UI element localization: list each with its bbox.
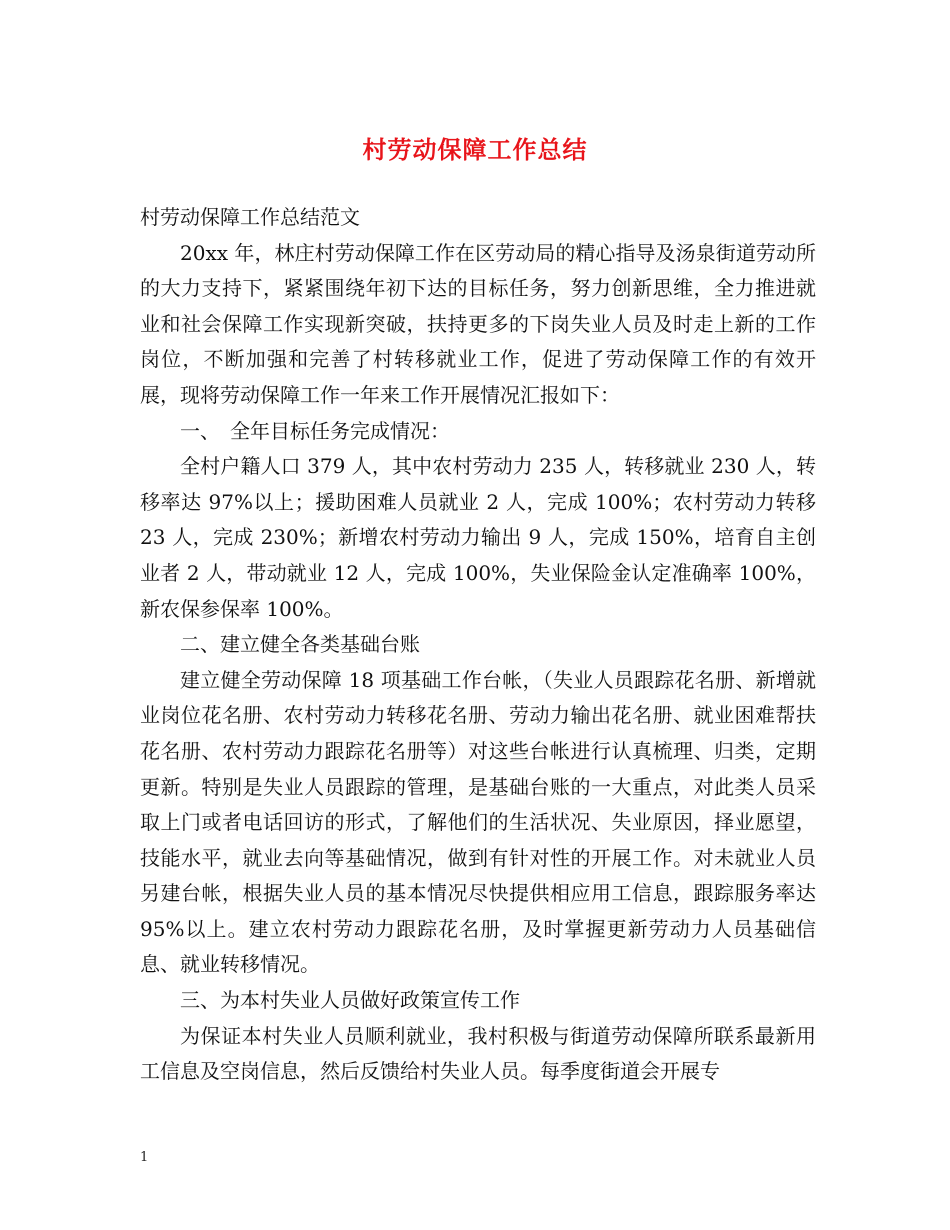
section-3-paragraph: 为保证本村失业人员顺利就业，我村积极与街道劳动保障所联系最新用工信息及空岗信息，然后反馈给村失业人员。每季度街道会开展专 [140, 1023, 816, 1084]
section-heading-3: 三、为本村失业人员做好政策宣传工作 [180, 988, 520, 1013]
section-2-paragraph: 建立健全劳动保障 18 项基础工作台帐，（失业人员跟踪花名册、新增就业岗位花名册、农村劳动力转移花名册、劳动力输出花名册、就业困难帮扶花名册、农村劳动力跟踪花名册等）对这些台帐进行认真梳理、归类，定期更新。特别是失业人员跟踪的管理，是基础台账的一大重点，对此类人员采取上门或者电话回访的形式，了解他们的生活状况、失业原因，择业愿望，技能水平，就业去向等基础情况，做到有针对性的开展工作。对未就业人员另建台帐，根据失业人员的基本情况尽快提供相应用工信息，跟踪服务率达 95%以上。建立农村劳动力跟踪花名册，及时掌握更新劳动力人员基础信息、就业转移情况。 [140, 667, 816, 977]
page-number: 1 [140, 1150, 149, 1165]
document-body [140, 200, 816, 1090]
intro-paragraph: 20xx 年，林庄村劳动保障工作在区劳动局的精心指导及汤泉街道劳动所的大力支持下，紧紧围绕年初下达的目标任务，努力创新思维，全力推进就业和社会保障工作实现新突破，扶持更多的下岗失业人员及时走上新的工作岗位，不断加强和完善了村转移就业工作，促进了劳动保障工作的有效开展，现将劳动保障工作一年来工作开展情况汇报如下： [140, 240, 816, 407]
document-title: 村劳动保障工作总结 [362, 136, 588, 164]
section-1-paragraph: 全村户籍人口 379 人，其中农村劳动力 235 人，转移就业 230 人，转移率达 97%以上；援助困难人员就业 2 人，完成 100%；农村劳动力转移 23 人，完成 230%；新增农村劳动力输出 9 人，完成 150%，培育自主创业者 2 人，带动就业 12 人，完成 100%，失业保险金认定准确率 100%，新农保参保率 100%。 [140, 454, 816, 621]
document-subtitle: 村劳动保障工作总结范文 [140, 205, 360, 229]
section-heading-1: 一、 全年目标任务完成情况： [180, 418, 450, 443]
section-heading-2: 二、建立健全各类基础台账 [180, 632, 420, 657]
